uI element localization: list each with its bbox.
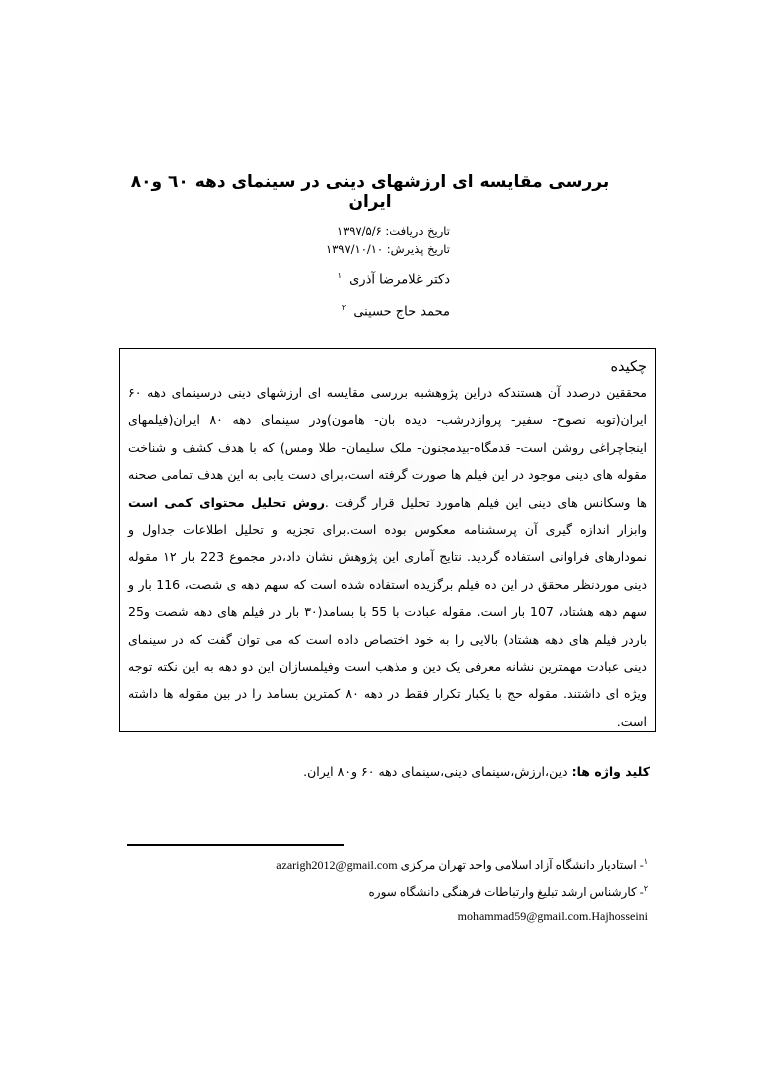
author-name: دکتر غلامرضا آذری xyxy=(349,272,450,288)
footnote-text: - کارشناس ارشد تبلیغ وارتباطات فرهنگی دانشگاه سوره xyxy=(368,885,644,899)
abstract-box xyxy=(119,348,656,732)
author-name: محمد حاج حسینی xyxy=(353,304,450,320)
footnotes xyxy=(150,850,648,928)
accepted-date: تاریخ پذیرش: ۱۳۹۷/۱۰/۱۰ xyxy=(325,242,450,256)
abstract-text-part2: وابزار اندازه گیری آن پرسشنامه معکوس بوده است.برای تجزیه و تحلیل اطلاعات جداول و نمودارهای فراوانی استفاده گردید. نتایج آماری این پژوهش نشان داد،در مجموع 223 بار ۱۲ مقوله دینی موردنظر محقق در این ده فیلم برگزیده استفاده شده است که سهم دهه ی شصت، 116 بار و سهم دهه هشتاد، 107 بار است. مقوله عبادت با 55 با بسامد(۳۰ بار در فیلم های دهه شصت و25 باردر فیلم های دهه هشتاد) بالایی را به خود اختصاص داده است که می توان گفت که در سینمای دینی عبادت مهمترین نشانه معرفی یک دین و مذهب است وفیلمسازان این دو دهه به این نکته توجه ویژه ای داشتند. مقوله حج با یکبار تکرار فقط در دهه ۸۰ کمترین بسامد را در بین مقوله ها داشته است. xyxy=(128,522,648,729)
author-footnote-ref: ۱ xyxy=(337,271,342,280)
footnote-2 xyxy=(150,877,648,904)
author-footnote-ref: ۲ xyxy=(341,303,347,313)
footnote-2-email-line xyxy=(150,904,648,928)
footnote-ref: ۲ xyxy=(643,884,648,893)
keywords-value: دین،ارزش،سینمای دینی،سینمای دهه ۶۰ و۸۰ ایران. xyxy=(303,764,572,779)
abstract-text-part1: محققین درصدد آن هستندکه دراین پژوهشبه بررسی مقایسه ای ارزشهای دینی درسینمای دهه ۶۰ ایران(توبه نصوح- سفیر- پروازدرشب- دیده بان- هامون)ودر سینمای دهه ۸۰ ایران(فیلمهای اینجاچراغی روشن است- قدمگاه-بیدمجنون- ملک سلیمان- طلا ومس) که با هدف کشف و شناخت مقوله های دینی موجود در این فیلم ها صورت گرفته است،برای دست یابی به این هدف تمامی صحنه ها وسکانس های دینی این فیلم هامورد تحلیل قرار گرفت . xyxy=(128,385,647,510)
keywords-label: کلید واژه ها: xyxy=(571,764,650,779)
footnote-email[interactable]: mohammad59@gmail.com.Hajhosseini xyxy=(457,909,648,923)
dates-block xyxy=(250,222,450,258)
authors-block xyxy=(150,262,450,327)
abstract-heading: چکیده xyxy=(610,359,647,375)
footnote-divider xyxy=(127,844,344,846)
footnote-1 xyxy=(150,850,648,877)
footnote-ref: ۱ xyxy=(643,857,648,866)
keywords-line xyxy=(180,764,650,779)
paper-title: بررسی مقایسه ای ارزشهای دینی در سینمای دهه ٦٠ و٨٠ ایران xyxy=(130,172,610,212)
footnote-email[interactable]: azarigh2012@gmail.com xyxy=(276,858,398,872)
abstract-method-bold: روش تحلیل محتوای کمی است xyxy=(128,494,325,510)
footnote-text: - استادیار دانشگاه آزاد اسلامی واحد تهران مرکزی xyxy=(400,858,644,872)
author-2 xyxy=(150,294,450,326)
abstract-body xyxy=(128,379,647,735)
author-1 xyxy=(150,262,450,294)
received-date: تاریخ دریافت: ۱۳۹۷/۵/۶ xyxy=(336,224,450,238)
